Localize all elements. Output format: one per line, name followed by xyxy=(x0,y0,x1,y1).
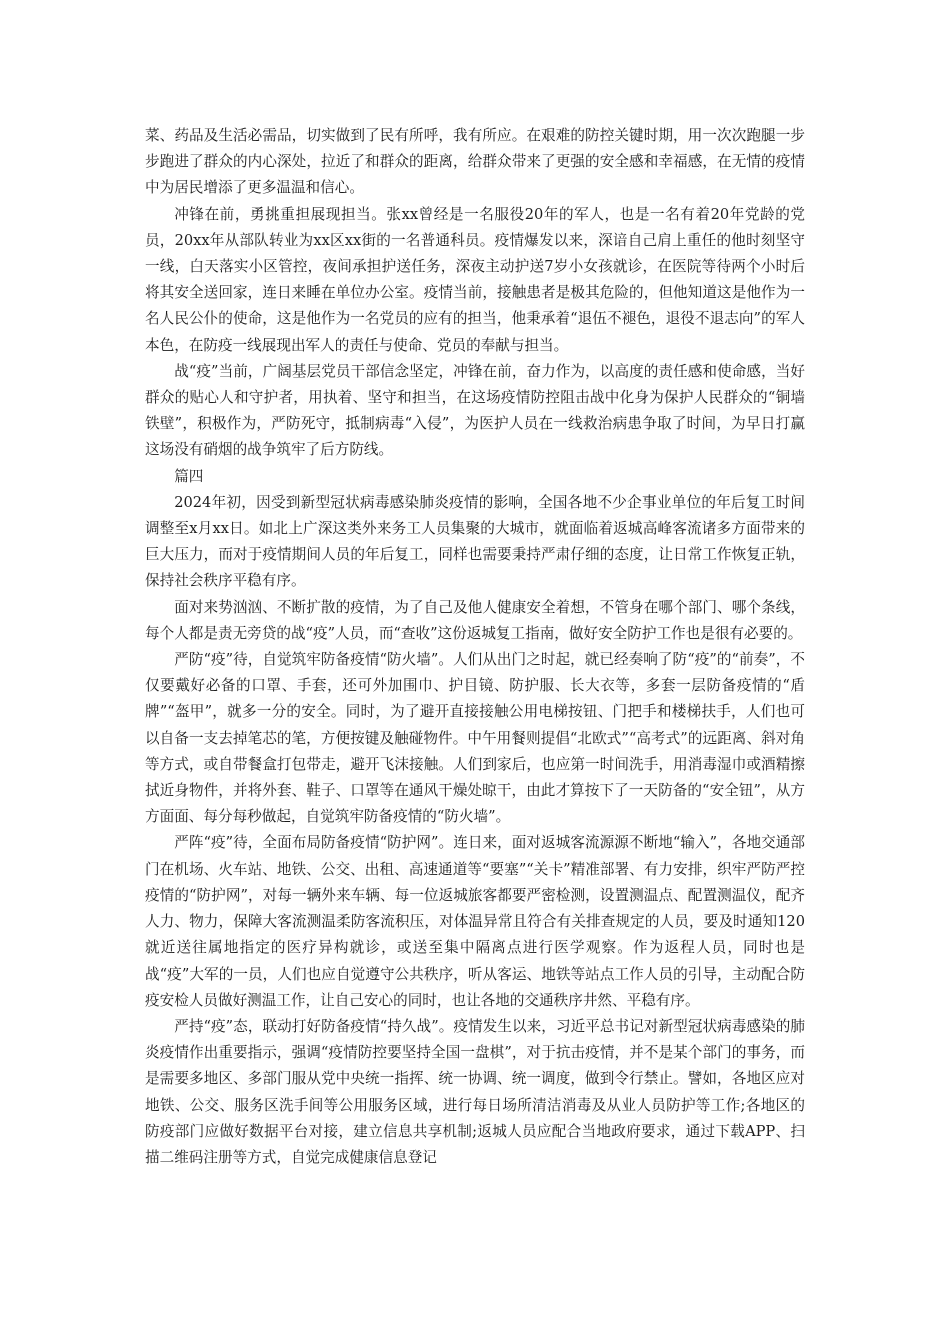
document-page xyxy=(145,123,805,1171)
paragraph-charge-forward: 冲锋在前，勇挑重担展现担当。张xx曾经是一名服役20年的军人，也是一名有着20年党龄的党员，20xx年从部队转业为xx区xx街的一名普通科员。疫情爆发以来，深谙自己肩上重任的他时刻坚守一线，白天落实小区管控，夜间承担护送任务，深夜主动护送7岁小女孩就诊，在医院等待两个小时后将其安全送回家，连日来睡在单位办公室。疫情当前，接触患者是极其危险的，但他知道这是他作为一名人民公仆的使命，这是他作为一名党员的应有的担当，他秉承着“退伍不褪色，退役不退志向”的军人本色，在防疫一线展现出军人的责任与使命、党员的奉献与担当。 xyxy=(145,205,805,354)
section-heading: 篇四 xyxy=(174,467,204,485)
paragraph-protection-net: 严阵“疫”待，全面布局防备疫情“防护网”。连日来，面对返城客流源源不断地“输入”，各地交通部门在机场、火车站、地铁、公交、出租、高速通道等“要塞”“关卡”精准部署、有力安排，织牢严防严控疫情的“防护网”，对每一辆外来车辆、每一位返城旅客都要严密检测，设置测温点、配置测温仪，配齐人力、物力，保障大客流测温柔防客流积压，对体温异常且符合有关排查规定的人员，要及时通知120就近送往属地指定的医疗异构就诊，或送至集中隔离点进行医学观察。作为返程人员，同时也是战“疫”大军的一员，人们也应自觉遵守公共秩序，听从客运、地铁等站点工作人员的引导，主动配合防疫安检人员做好测温工作，让自己安心的同时，也让各地的交通秩序井然、平稳有序。 xyxy=(145,834,805,1009)
paragraph-continued: 菜、药品及生活必需品，切实做到了民有所呼，我有所应。在艰难的防控关键时期，用一次次跑腿一步步跑进了群众的内心深处，拉近了和群众的距离，给群众带来了更强的安全感和幸福感，在无情的疫情中为居民增添了更多温温和信心。 xyxy=(145,127,805,197)
paragraph-strict-prevention: 严防“疫”待，自觉筑牢防备疫情“防火墙”。人们从出门之时起，就已经奏响了防“疫”的“前奏”，不仅要戴好必备的口罩、手套，还可外加围巾、护目镜、防护服、长大衣等，多套一层防备疫情的“盾牌”“盔甲”，就多一分的安全。同时，为了避开直接接触公用电梯按钮、门把手和楼梯扶手，人们也可以自备一支去掉笔芯的笔，方便按键及触碰物件。中午用餐则提倡“北欧式”“高考式”的远距离、斜对角等方式，或自带餐盒打包带走，避开飞沫接触。人们到家后，也应第一时间洗手，用消毒湿巾或酒精擦拭近身物件，并将外套、鞋子、口罩等在通风干燥处晾干，由此才算按下了一天防备的“安全钮”，从方方面面、每分每秒做起，自觉筑牢防备疫情的“防火墙”。 xyxy=(145,651,805,826)
paragraph-long-term-battle: 严持“疫”态，联动打好防备疫情“持久战”。疫情发生以来，习近平总书记对新型冠状病毒感染的肺炎疫情作出重要指示，强调“疫情防控要坚持全国一盘棋”，对于抗击疫情，并不是某个部门的事务，而是需要多地区、多部门服从党中央统一指挥、统一协调、统一调度，做到令行禁止。譬如，各地区应对地铁、公交、服务区洗手间等公用服务区域，进行每日场所清洁消毒及从业人员防护等工作;各地区的防疫部门应做好数据平台对接，建立信息共享机制;返城人员应配合当地政府要求，通过下载APP、扫描二维码注册等方式，自觉完成健康信息登记 xyxy=(145,1017,805,1166)
paragraph-face-epidemic: 面对来势汹汹、不断扩散的疫情，为了自己及他人健康安全着想，不管身在哪个部门、哪个条线，每个人都是责无旁贷的战“疫”人员，而“查收”这份返城复工指南，做好安全防护工作也是很有必要的。 xyxy=(145,598,805,642)
paragraph-return-to-work: 2024年初，因受到新型冠状病毒感染肺炎疫情的影响，全国各地不少企事业单位的年后复工时间调整至x月xx日。如北上广深这类外来务工人员集聚的大城市，就面临着返城高峰客流诸多方面带来的巨大压力，而对于疫情期间人员的年后复工，同样也需要秉持严肃仔细的态度，让日常工作恢复正轨，保持社会秩序平稳有序。 xyxy=(145,493,805,590)
paragraph-battle-epidemic: 战“疫”当前，广阔基层党员干部信念坚定，冲锋在前，奋力作为，以高度的责任感和使命感，当好群众的贴心人和守护者，用执着、坚守和担当，在这场疫情防控阻击战中化身为保护人民群众的“铜墙铁壁”，积极作为，严防死守，抵制病毒“入侵”，为医护人员在一线救治病患争取了时间，为早日打赢这场没有硝烟的战争筑牢了后方防线。 xyxy=(145,362,805,459)
